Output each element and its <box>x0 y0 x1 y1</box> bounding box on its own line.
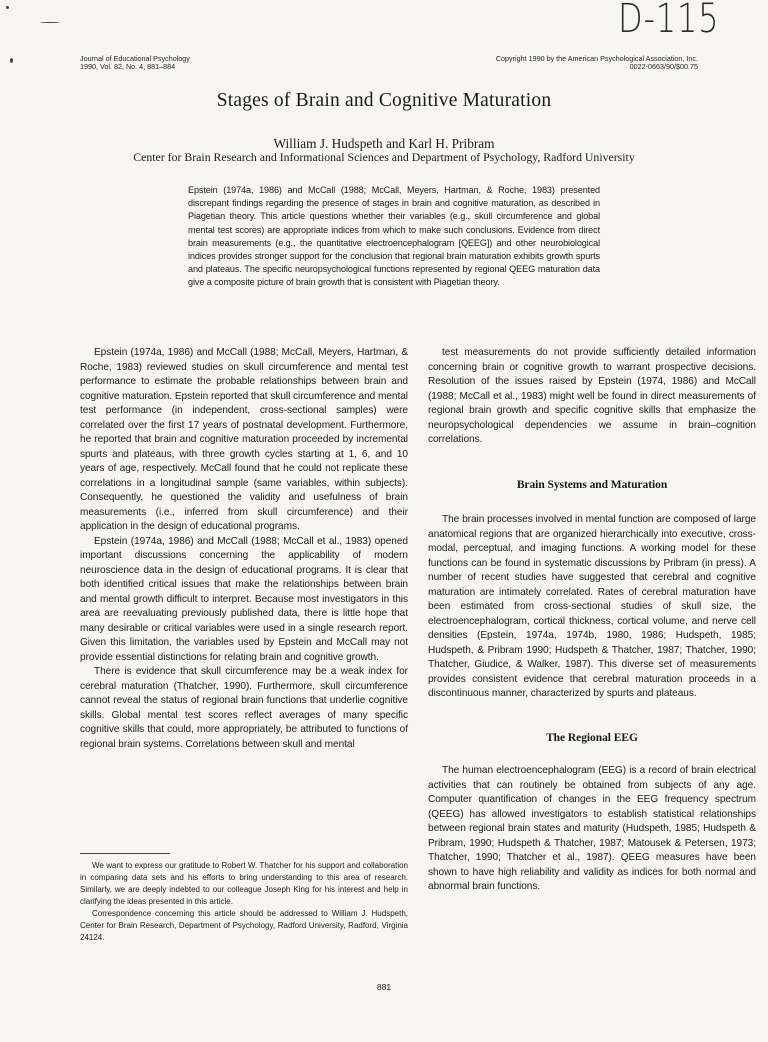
body-column-right <box>428 346 756 895</box>
body-paragraph: Epstein (1974a, 1986) and McCall (1988; McCall, Meyers, Hartman, & Roche, 1983) reviewed studies on skull circumference and mental test performance to estimate the probable relationships between brain and cognitive maturation. Epstein reported that skull circumference and mental test performance (in independent, cross-sectional samples) were correlated over the first 17 years of postnatal development. Furthermore, he reported that brain and cognitive maturation proceeded by incremental spurts and plateaus, with three growth cycles starting at 1, 6, and 10 years of age, respectively. McCall found that he could not replicate these correlations in a longitudinal sample (same variables, within subjects). Consequently, he questioned the validity and usefulness of brain measurements (i.e., inferred from skull circumference) and their application in the design of educational programs. <box>80 347 408 532</box>
author-affiliation: Center for Brain Research and Informational Sciences and Department of Psychology, Radford University <box>133 150 635 164</box>
scan-speck <box>6 6 9 9</box>
body-paragraph: The human electroencephalogram (EEG) is a record of brain electrical activities that can routinely be obtained from subjects of any age. Computer quantification of changes in the EEG frequency spectrum (QEEG) has allowed investigators to establish statistical relationships between regional brain states and maturity (Hudspeth, 1985; Hudspeth & Pribram, 1990; Hudspeth & Thatcher, 1987; Matousek & Petersen, 1973; Thatcher, 1990; Thatcher et al., 1987). QEEG measures have been shown to have high reliability and validity as indices for both normal and abnormal brain functions. <box>428 765 756 892</box>
section-spacer <box>428 702 756 731</box>
scan-speck <box>40 22 60 23</box>
article-title: Stages of Brain and Cognitive Maturation <box>216 90 552 111</box>
section-heading: Brain Systems and Maturation <box>516 478 668 491</box>
scan-speck <box>10 58 13 63</box>
section-heading: The Regional EEG <box>546 731 638 744</box>
body-paragraph: Epstein (1974a, 1986) and McCall (1988; McCall et al., 1983) opened important discussions concerning the applicability of modern neuroscience data in the design of educational programs. It is clear that both identified critical issues that make the relationships between brain and mental growth difficult to interpret. Because most investigators in this area are reevaluating previously published data, there is little hope that many desirable or critical variables were used in a single research report. Given this limitation, the variables used by Epstein and McCall may not provide essential distinctions for relating brain and cognitive growth. <box>80 535 408 663</box>
correspondence-note: Correspondence concerning this article should be addressed to William J. Hudspeth, Center for Brain Research, Department of Psychology, Radford University, Radford, Virginia 24124. <box>80 909 408 942</box>
article-authors: William J. Hudspeth and Karl H. Pribram <box>273 136 495 151</box>
journal-citation <box>80 55 190 71</box>
body-paragraph: There is evidence that skull circumference may be a weak index for cerebral maturation (Thatcher, 1990). Furthermore, skull circumference cannot reveal the status of regional brain functions that underlie cognitive skills. Global mental test scores reflect averages of many specific cognitive skills that could, more appropriately, be attributed to functions of regional brain systems. Correlations between skull and mental <box>80 666 408 750</box>
section-spacer <box>428 448 756 478</box>
footnotes <box>80 860 408 944</box>
section-spacer <box>428 492 756 513</box>
journal-name: Journal of Educational Psychology <box>80 54 190 63</box>
copyright-code: 0022-0663/90/$00.75 <box>629 62 698 71</box>
journal-volume: 1990, Vol. 82, No. 4, 881–884 <box>80 62 176 71</box>
page-number: 881 <box>376 982 392 992</box>
abstract: Epstein (1974a, 1986) and McCall (1988; McCall, Meyers, Hartman, & Roche, 1983) presented discrepant findings regarding the presence of stages in brain and cognitive maturation, as described in Piagetian theory. This article questions whether their variables (e.g., skull circumference and global mental test scores) are appropriate indices from which to make such conclusions. Evidence from direct brain measurements (e.g., the quantitative electroencephalogram [QEEG]) and other neurobiological indices provides stronger support for the conclusion that regional brain maturation exhibits growth spurts and plateaus. The specific neuropsychological functions represented by regional QEEG maturation data give a composite picture of brain growth that is consistent with Piagetian theory. <box>188 185 600 288</box>
footnote-divider <box>80 853 170 854</box>
acknowledgment-note: We want to express our gratitude to Robert W. Thatcher for his support and collaboration in comparing data sets and his efforts to bring understanding to this area of research. Similarly, we are deeply indebted to our colleague Joseph King for his interest and help in clarifying the ideas presented in this article. <box>80 861 408 906</box>
copyright-notice <box>496 55 698 71</box>
body-paragraph: test measurements do not provide sufficiently detailed information concerning brain or cognitive growth to warrant prospective decisions. Resolution of the issues raised by Epstein (1974, 1986) and McCall (1988; McCall et al., 1983) might well be found in direct measurements of regional brain growth and specific cognitive skills that emphasize the neuropsychological dependencies we assume in brain–cognition correlations. <box>428 347 756 445</box>
body-column-left <box>80 346 408 752</box>
section-spacer <box>428 745 756 764</box>
copyright-text: Copyright 1990 by the American Psychological Association, Inc. <box>495 54 698 63</box>
body-paragraph: The brain processes involved in mental function are composed of large anatomical regions that are organized hierarchically into executive, cross-modal, perceptual, and imaging functions. A working model for these functions can be found in systematic discussions by Pribram (in press). A number of recent studies have suggested that cerebral and cognitive maturation are intimately correlated. Rates of cerebral maturation have been estimated from cross-sectional studies of skull size, the electroencephalogram, cortical thickness, cortical volume, and nerve cell densities (Epstein, 1974a, 1974b, 1980, 1986; Hudspeth, 1985; Hudspeth, & Pribram 1990; Hudspeth & Thatcher, 1987; Thatcher, 1990; Thatcher, Giudice, & Walker, 1987). This diverse set of measurements provides consistent evidence that cerebral maturation proceeds in a discontinuous manner, characterized by spurts and plateaus. <box>428 514 756 699</box>
handwritten-tag: D-115 <box>618 0 720 42</box>
